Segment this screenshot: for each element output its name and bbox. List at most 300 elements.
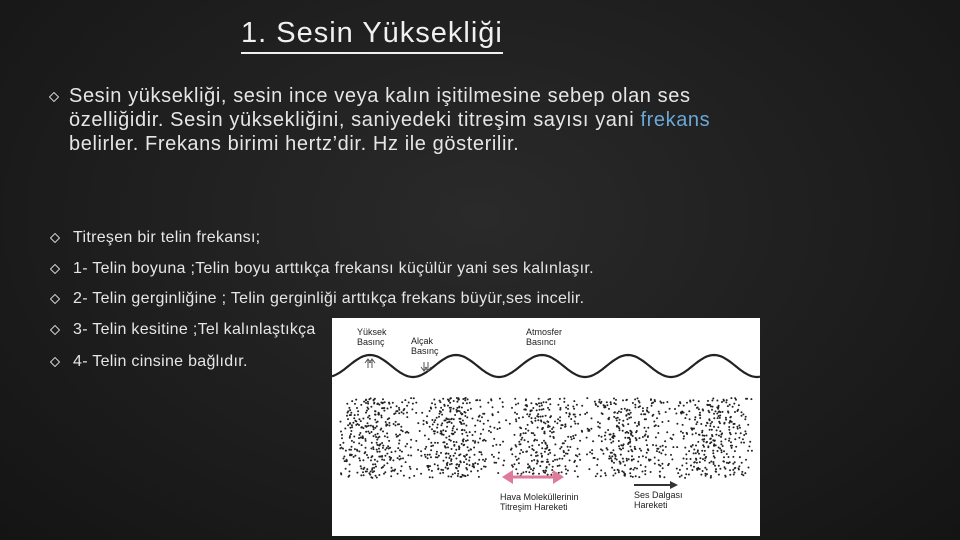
air-molecule-dot	[351, 454, 353, 456]
air-molecule-dot	[564, 423, 566, 425]
air-molecule-dot	[548, 409, 550, 411]
air-molecule-dot	[400, 470, 402, 472]
air-molecule-dot	[606, 404, 608, 406]
air-molecule-dot	[539, 465, 541, 467]
air-molecule-dot	[451, 448, 453, 450]
air-molecule-dot	[399, 434, 401, 436]
air-molecule-dot	[459, 410, 461, 412]
air-molecule-dot	[702, 434, 704, 436]
air-molecule-dot	[718, 474, 720, 476]
air-molecule-dot	[710, 423, 712, 425]
air-molecule-dot	[370, 471, 372, 473]
air-molecule-dot	[365, 471, 367, 473]
air-molecule-dot	[430, 445, 432, 447]
air-molecule-dot	[690, 465, 692, 467]
air-molecule-dot	[425, 446, 427, 448]
air-molecule-dot	[452, 473, 454, 475]
air-molecule-dot	[465, 425, 467, 427]
air-molecule-dot	[401, 451, 403, 453]
air-molecule-dot	[640, 450, 642, 452]
air-molecule-dot	[515, 418, 517, 420]
air-molecule-dot	[634, 448, 636, 450]
air-molecule-dot	[519, 453, 521, 455]
air-molecule-dot	[628, 413, 630, 415]
air-molecule-dot	[537, 427, 539, 429]
air-molecule-dot	[559, 448, 561, 450]
air-molecule-dot	[652, 402, 654, 404]
air-molecule-dot	[561, 471, 563, 473]
air-molecule-dot	[533, 449, 535, 451]
air-molecule-dot	[611, 452, 613, 454]
air-molecule-dot	[663, 402, 665, 404]
air-molecule-dot	[541, 447, 543, 449]
air-molecule-dot	[505, 419, 507, 421]
air-molecule-dot	[574, 414, 576, 416]
air-molecule-dot	[636, 425, 638, 427]
air-molecule-dot	[724, 422, 726, 424]
air-molecule-dot	[608, 408, 610, 410]
air-molecule-dot	[376, 439, 378, 441]
air-molecule-dot	[702, 458, 704, 460]
air-molecule-dot	[688, 450, 690, 452]
air-molecule-dot	[437, 442, 439, 444]
air-molecule-dot	[430, 449, 432, 451]
air-molecule-dot	[610, 401, 612, 403]
air-molecule-dot	[690, 445, 692, 447]
air-molecule-dot	[518, 462, 520, 464]
air-molecule-dot	[510, 449, 512, 451]
air-molecule-dot	[386, 453, 388, 455]
air-molecule-dot	[478, 451, 480, 453]
air-molecule-dot	[720, 436, 722, 438]
air-molecule-dot	[349, 437, 351, 439]
air-molecule-dot	[540, 453, 542, 455]
air-molecule-dot	[502, 406, 504, 408]
air-molecule-dot	[543, 471, 545, 473]
air-molecule-dot	[543, 401, 545, 403]
air-molecule-dot	[384, 401, 386, 403]
air-molecule-dot	[692, 399, 694, 401]
air-molecule-dot	[480, 433, 482, 435]
air-molecule-dot	[434, 403, 436, 405]
air-molecule-dot	[693, 452, 695, 454]
air-molecule-dot	[686, 458, 688, 460]
air-molecule-dot	[624, 475, 626, 477]
air-molecule-dot	[502, 464, 504, 466]
air-molecule-dot	[478, 416, 480, 418]
air-molecule-dot	[698, 453, 700, 455]
air-molecule-dot	[681, 465, 683, 467]
air-molecule-dot	[371, 431, 373, 433]
paragraph-highlight: frekans	[640, 109, 711, 131]
air-molecule-dot	[741, 471, 743, 473]
air-molecule-dot	[569, 459, 571, 461]
air-molecule-dot	[437, 468, 439, 470]
air-molecule-dot	[345, 468, 347, 470]
air-molecule-dot	[406, 405, 408, 407]
air-molecule-dot	[614, 472, 616, 474]
air-molecule-dot	[406, 412, 408, 414]
air-molecule-dot	[467, 439, 469, 441]
air-molecule-dot	[348, 475, 350, 477]
air-molecule-dot	[440, 411, 442, 413]
air-molecule-dot	[431, 419, 433, 421]
air-molecule-dot	[702, 410, 704, 412]
air-molecule-dot	[549, 398, 551, 400]
air-molecule-dot	[612, 437, 614, 439]
air-molecule-dot	[470, 470, 472, 472]
air-molecule-dot	[462, 420, 464, 422]
air-molecule-dot	[495, 444, 497, 446]
air-molecule-dot	[536, 460, 538, 462]
air-molecule-dot	[622, 458, 624, 460]
air-molecule-dot	[597, 458, 599, 460]
air-molecule-dot	[551, 469, 553, 471]
air-molecule-dot	[559, 398, 561, 400]
double-arrow-icon	[502, 470, 564, 484]
air-molecule-dot	[373, 402, 375, 404]
air-molecule-dot	[545, 415, 547, 417]
air-molecule-dot	[686, 468, 688, 470]
air-molecule-dot	[459, 460, 461, 462]
paragraph-text-after: belirler. Frekans birimi hertz’dir. Hz ile gösterilir.	[69, 133, 520, 155]
air-molecule-dot	[352, 422, 354, 424]
air-molecule-dot	[377, 433, 379, 435]
air-molecule-dot	[340, 473, 342, 475]
air-molecule-dot	[446, 422, 448, 424]
air-molecule-dot	[694, 416, 696, 418]
diamond-bullet-icon	[50, 294, 60, 304]
air-molecule-dot	[474, 440, 476, 442]
air-molecule-dot	[642, 436, 644, 438]
air-molecule-dot	[616, 459, 618, 461]
air-molecule-dot	[438, 455, 440, 457]
air-molecule-dot	[364, 438, 366, 440]
air-molecule-dot	[433, 399, 435, 401]
air-molecule-dot	[367, 401, 369, 403]
air-molecule-dot	[511, 407, 513, 409]
air-molecule-dot	[434, 463, 436, 465]
air-molecule-dot	[502, 401, 504, 403]
air-molecule-dot	[666, 401, 668, 403]
air-molecule-dot	[456, 441, 458, 443]
air-molecule-dot	[730, 397, 732, 399]
air-molecule-dot	[567, 436, 569, 438]
air-molecule-dot	[434, 433, 436, 435]
air-molecule-dot	[629, 472, 631, 474]
air-molecule-dot	[424, 448, 426, 450]
air-molecule-dot	[382, 466, 384, 468]
air-molecule-dot	[480, 468, 482, 470]
air-molecule-dot	[676, 423, 678, 425]
air-molecule-dot	[391, 451, 393, 453]
air-molecule-dot	[725, 401, 727, 403]
air-molecule-dot	[375, 436, 377, 438]
air-molecule-dot	[472, 440, 474, 442]
air-molecule-dot	[729, 474, 731, 476]
air-molecule-dot	[620, 454, 622, 456]
air-molecule-dot	[417, 449, 419, 451]
air-molecule-dot	[405, 461, 407, 463]
air-molecule-dot	[514, 434, 516, 436]
air-molecule-dot	[531, 432, 533, 434]
air-molecule-dot	[659, 446, 661, 448]
air-molecule-dot	[591, 417, 593, 419]
air-molecule-dot	[541, 442, 543, 444]
air-molecule-dot	[466, 463, 468, 465]
air-molecule-dot	[719, 430, 721, 432]
air-molecule-dot	[498, 457, 500, 459]
air-molecule-dot	[715, 434, 717, 436]
air-molecule-dot	[402, 430, 404, 432]
air-molecule-dot	[384, 471, 386, 473]
air-molecule-dot	[389, 425, 391, 427]
air-molecule-dot	[351, 400, 353, 402]
air-molecule-dot	[467, 446, 469, 448]
air-molecule-dot	[541, 404, 543, 406]
air-molecule-dot	[561, 446, 563, 448]
air-molecule-dot	[465, 454, 467, 456]
air-molecule-dot	[444, 445, 446, 447]
air-molecule-dot	[443, 404, 445, 406]
air-molecule-dot	[367, 431, 369, 433]
air-molecule-dot	[694, 404, 696, 406]
air-molecule-dot	[482, 459, 484, 461]
air-molecule-dot	[434, 419, 436, 421]
air-molecule-dot	[469, 431, 471, 433]
air-molecule-dot	[609, 455, 611, 457]
air-molecule-dot	[695, 445, 697, 447]
air-molecule-dot	[435, 456, 437, 458]
air-molecule-dot	[472, 463, 474, 465]
air-molecule-dot	[546, 467, 548, 469]
air-molecule-dot	[344, 428, 346, 430]
air-molecule-dot	[440, 424, 442, 426]
air-molecule-dot	[423, 423, 425, 425]
air-molecule-dot	[640, 464, 642, 466]
air-molecule-dot	[636, 468, 638, 470]
air-molecule-dot	[572, 435, 574, 437]
air-molecule-dot	[554, 421, 556, 423]
air-molecule-dot	[537, 419, 539, 421]
air-molecule-dot	[371, 469, 373, 471]
air-molecule-dot	[389, 447, 391, 449]
air-molecule-dot	[560, 407, 562, 409]
air-molecule-dot	[682, 412, 684, 414]
air-molecule-dot	[612, 475, 614, 477]
air-molecule-dot	[739, 456, 741, 458]
air-molecule-dot	[516, 459, 518, 461]
air-molecule-dot	[365, 440, 367, 442]
air-molecule-dot	[621, 408, 623, 410]
air-molecule-dot	[624, 408, 626, 410]
air-molecule-dot	[612, 449, 614, 451]
air-molecule-dot	[365, 447, 367, 449]
air-molecule-dot	[369, 474, 371, 476]
air-molecule-dot	[546, 459, 548, 461]
air-molecule-dot	[686, 414, 688, 416]
air-molecule-dot	[351, 446, 353, 448]
air-molecule-dot	[450, 476, 452, 478]
air-molecule-dot	[542, 461, 544, 463]
air-molecule-dot	[743, 434, 745, 436]
air-molecule-dot	[644, 427, 646, 429]
air-molecule-dot	[650, 398, 652, 400]
air-molecule-dot	[467, 409, 469, 411]
label-molecules-1: Hava Moleküllerinin	[500, 492, 579, 502]
air-molecule-dot	[450, 418, 452, 420]
air-molecule-dot	[676, 446, 678, 448]
air-molecule-dot	[347, 418, 349, 420]
air-molecule-dot	[677, 472, 679, 474]
air-molecule-dot	[456, 464, 458, 466]
air-molecule-dot	[528, 415, 530, 417]
air-molecule-dot	[712, 398, 714, 400]
air-molecule-dot	[715, 410, 717, 412]
air-molecule-dot	[606, 401, 608, 403]
air-molecule-dot	[629, 438, 631, 440]
air-molecule-dot	[549, 403, 551, 405]
air-molecule-dot	[567, 470, 569, 472]
air-molecule-dot	[456, 407, 458, 409]
air-molecule-dot	[453, 444, 455, 446]
air-molecule-dot	[618, 445, 620, 447]
air-molecule-dot	[644, 470, 646, 472]
air-molecule-dot	[741, 462, 743, 464]
air-molecule-dot	[626, 418, 628, 420]
air-molecule-dot	[691, 469, 693, 471]
air-molecule-dot	[664, 440, 666, 442]
air-molecule-dot	[366, 468, 368, 470]
air-molecule-dot	[591, 453, 593, 455]
air-molecule-dot	[520, 443, 522, 445]
air-molecule-dot	[367, 416, 369, 418]
air-molecule-dot	[540, 416, 542, 418]
air-molecule-dot	[620, 444, 622, 446]
air-molecule-dot	[655, 436, 657, 438]
air-molecule-dot	[725, 438, 727, 440]
air-molecule-dot	[659, 401, 661, 403]
air-molecule-dot	[725, 476, 727, 478]
air-molecule-dot	[685, 473, 687, 475]
air-molecule-dot	[663, 476, 665, 478]
air-molecule-dot	[689, 401, 691, 403]
air-molecule-dot	[482, 440, 484, 442]
air-molecule-dot	[627, 437, 629, 439]
air-molecule-dot	[717, 406, 719, 408]
air-molecule-dot	[713, 426, 715, 428]
air-molecule-dot	[539, 409, 541, 411]
air-molecule-dot	[684, 447, 686, 449]
air-molecule-dot	[659, 471, 661, 473]
air-molecule-dot	[465, 440, 467, 442]
air-molecule-dot	[515, 404, 517, 406]
air-molecule-dot	[434, 442, 436, 444]
air-molecule-dot	[534, 417, 536, 419]
air-molecule-dot	[738, 467, 740, 469]
air-molecule-dot	[520, 449, 522, 451]
air-molecule-dot	[362, 427, 364, 429]
air-molecule-dot	[714, 465, 716, 467]
air-molecule-dot	[478, 476, 480, 478]
air-molecule-dot	[473, 447, 475, 449]
air-molecule-dot	[642, 455, 644, 457]
air-molecule-dot	[595, 403, 597, 405]
air-molecule-dot	[604, 472, 606, 474]
air-molecule-dot	[462, 398, 464, 400]
air-molecule-dot	[655, 424, 657, 426]
air-molecule-dot	[658, 451, 660, 453]
air-molecule-dot	[458, 454, 460, 456]
air-molecule-dot	[442, 409, 444, 411]
air-molecule-dot	[512, 466, 514, 468]
air-molecule-dot	[376, 460, 378, 462]
air-molecule-dot	[634, 422, 636, 424]
air-molecule-dot	[439, 472, 441, 474]
air-molecule-dot	[554, 454, 556, 456]
air-molecule-dot	[685, 453, 687, 455]
air-molecule-dot	[579, 414, 581, 416]
air-molecule-dot	[401, 411, 403, 413]
air-molecule-dot	[349, 422, 351, 424]
air-molecule-dot	[467, 474, 469, 476]
air-molecule-dot	[631, 460, 633, 462]
air-molecule-dot	[742, 474, 744, 476]
air-molecule-dot	[401, 401, 403, 403]
air-molecule-dot	[683, 435, 685, 437]
air-molecule-dot	[375, 410, 377, 412]
air-molecule-dot	[635, 439, 637, 441]
air-molecule-dot	[517, 473, 519, 475]
air-molecule-dot	[362, 459, 364, 461]
air-molecule-dot	[639, 437, 641, 439]
air-molecule-dot	[358, 457, 360, 459]
air-molecule-dot	[617, 412, 619, 414]
air-molecule-dot	[442, 398, 444, 400]
air-molecule-dot	[666, 431, 668, 433]
air-molecule-dot	[610, 457, 612, 459]
list-item: 4- Telin cinsine bağlıdır.	[73, 353, 248, 370]
diamond-bullet-icon	[50, 357, 60, 367]
list-item: 1- Telin boyuna ;Telin boyu arttıkça frekansı küçülür yani ses kalınlaşır.	[73, 260, 594, 277]
air-molecule-dot	[629, 409, 631, 411]
label-atmospheric-2: Basıncı	[526, 337, 557, 347]
air-molecule-dot	[386, 447, 388, 449]
label-high-pressure-2: Basınç	[357, 337, 385, 347]
air-molecule-dot	[443, 434, 445, 436]
air-molecule-dot	[594, 401, 596, 403]
air-molecule-dot	[720, 449, 722, 451]
air-molecule-dot	[343, 456, 345, 458]
air-molecule-dot	[551, 428, 553, 430]
air-molecule-dot	[671, 438, 673, 440]
air-molecule-dot	[740, 432, 742, 434]
air-molecule-dot	[709, 442, 711, 444]
air-molecule-dot	[342, 442, 344, 444]
air-molecule-dot	[537, 416, 539, 418]
air-molecule-dot	[522, 471, 524, 473]
air-molecule-dot	[532, 473, 534, 475]
air-molecule-dot	[632, 476, 634, 478]
air-molecule-dot	[713, 413, 715, 415]
air-molecule-dot	[607, 449, 609, 451]
air-molecule-dot	[621, 470, 623, 472]
air-molecule-dot	[631, 432, 633, 434]
air-molecule-dot	[436, 451, 438, 453]
air-molecule-dot	[491, 454, 493, 456]
air-molecule-dot	[729, 469, 731, 471]
air-molecule-dot	[515, 468, 517, 470]
